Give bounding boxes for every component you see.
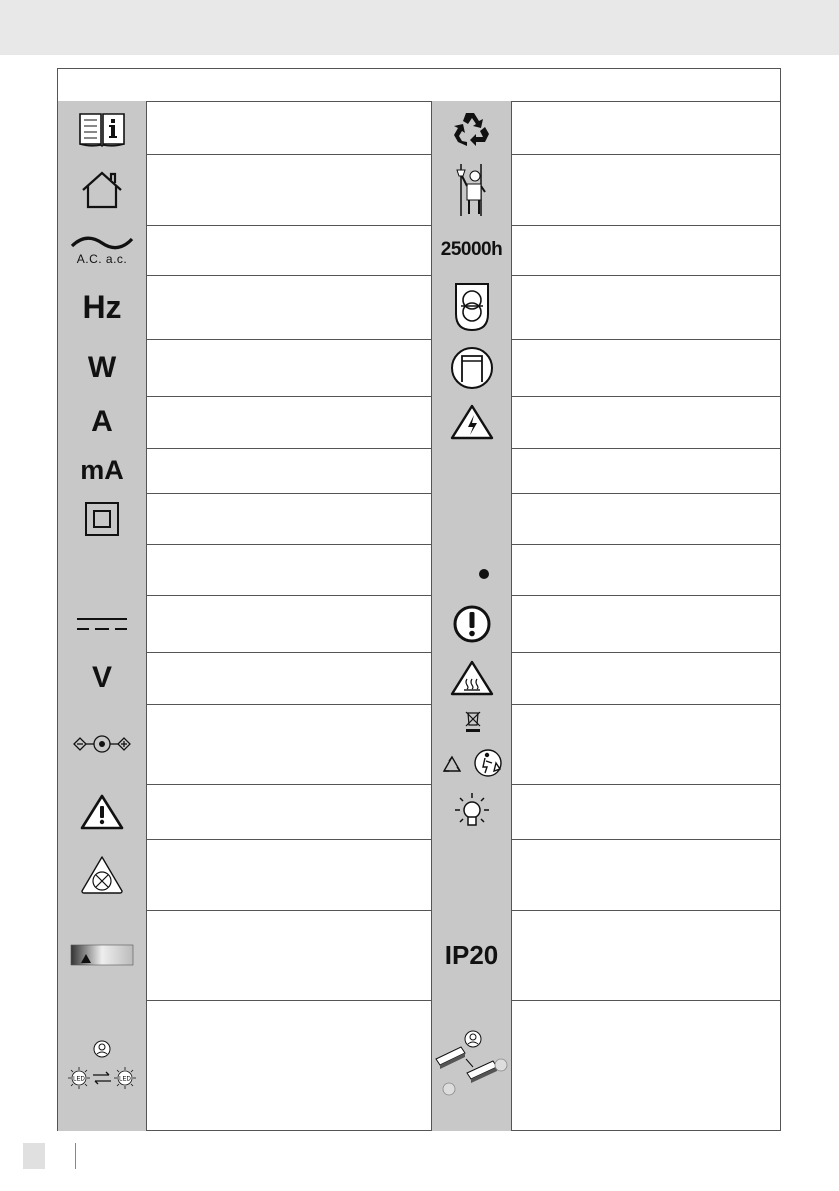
energy-class-icon <box>70 943 134 967</box>
symbols-table <box>57 68 781 1131</box>
hot-surface-warning-icon <box>450 659 494 697</box>
top-bar <box>0 0 839 55</box>
blank-icon <box>58 544 147 595</box>
volt-icon: V <box>91 661 112 694</box>
ampere-icon: A <box>91 405 113 438</box>
recycle-icon <box>452 109 492 147</box>
table-row <box>58 448 780 494</box>
led-label-left: LED <box>73 1076 85 1082</box>
read-manual-icon <box>77 108 127 148</box>
table-row <box>58 784 780 840</box>
table-row <box>58 101 780 155</box>
attention-icon <box>452 604 492 644</box>
milliampere-icon: mA <box>80 455 124 485</box>
table-row <box>58 595 780 653</box>
safety-transformer-icon <box>452 280 492 334</box>
light-bulb-icon <box>450 790 494 834</box>
electric-shock-warning-icon <box>450 403 494 441</box>
blank-icon <box>432 493 512 544</box>
watt-icon: W <box>87 350 117 384</box>
page-rule <box>75 1143 76 1169</box>
led-module-replace-icon <box>433 1029 511 1103</box>
table-row <box>58 1000 780 1131</box>
disposal-icons <box>440 709 504 779</box>
table-row <box>58 339 780 397</box>
warning-icon <box>80 793 124 831</box>
dot-icon <box>442 550 502 590</box>
no-view-into-light-icon <box>80 855 124 895</box>
table-row <box>58 275 780 340</box>
table-row <box>58 652 780 705</box>
protection-class-ii-icon <box>84 501 120 537</box>
blank-icon <box>432 448 512 493</box>
page-number-box <box>23 1143 45 1169</box>
table-header <box>58 69 780 102</box>
hertz-icon: Hz <box>82 288 122 325</box>
lifetime-hours-icon: 25000h <box>440 239 503 260</box>
ip20-icon: IP20 <box>444 939 499 970</box>
house-indoor-icon <box>79 170 125 210</box>
table-row <box>58 396 780 449</box>
table-row <box>58 704 780 785</box>
table-row <box>58 910 780 1001</box>
led-label-right: LED <box>119 1076 131 1082</box>
ac-label: A.C. a.c. <box>76 252 128 266</box>
child-with-lamp-icon <box>455 162 489 218</box>
alternating-current-icon <box>70 234 134 252</box>
direct-current-icon <box>75 614 129 634</box>
table-row <box>58 154 780 226</box>
blank-icon <box>432 839 512 910</box>
led-replaceable-icon <box>62 1038 142 1094</box>
polarity-icon <box>70 734 134 754</box>
table-row <box>58 493 780 545</box>
table-row <box>58 839 780 911</box>
table-row <box>58 544 780 596</box>
fail-safe-transformer-icon <box>450 346 494 390</box>
table-row <box>58 225 780 276</box>
